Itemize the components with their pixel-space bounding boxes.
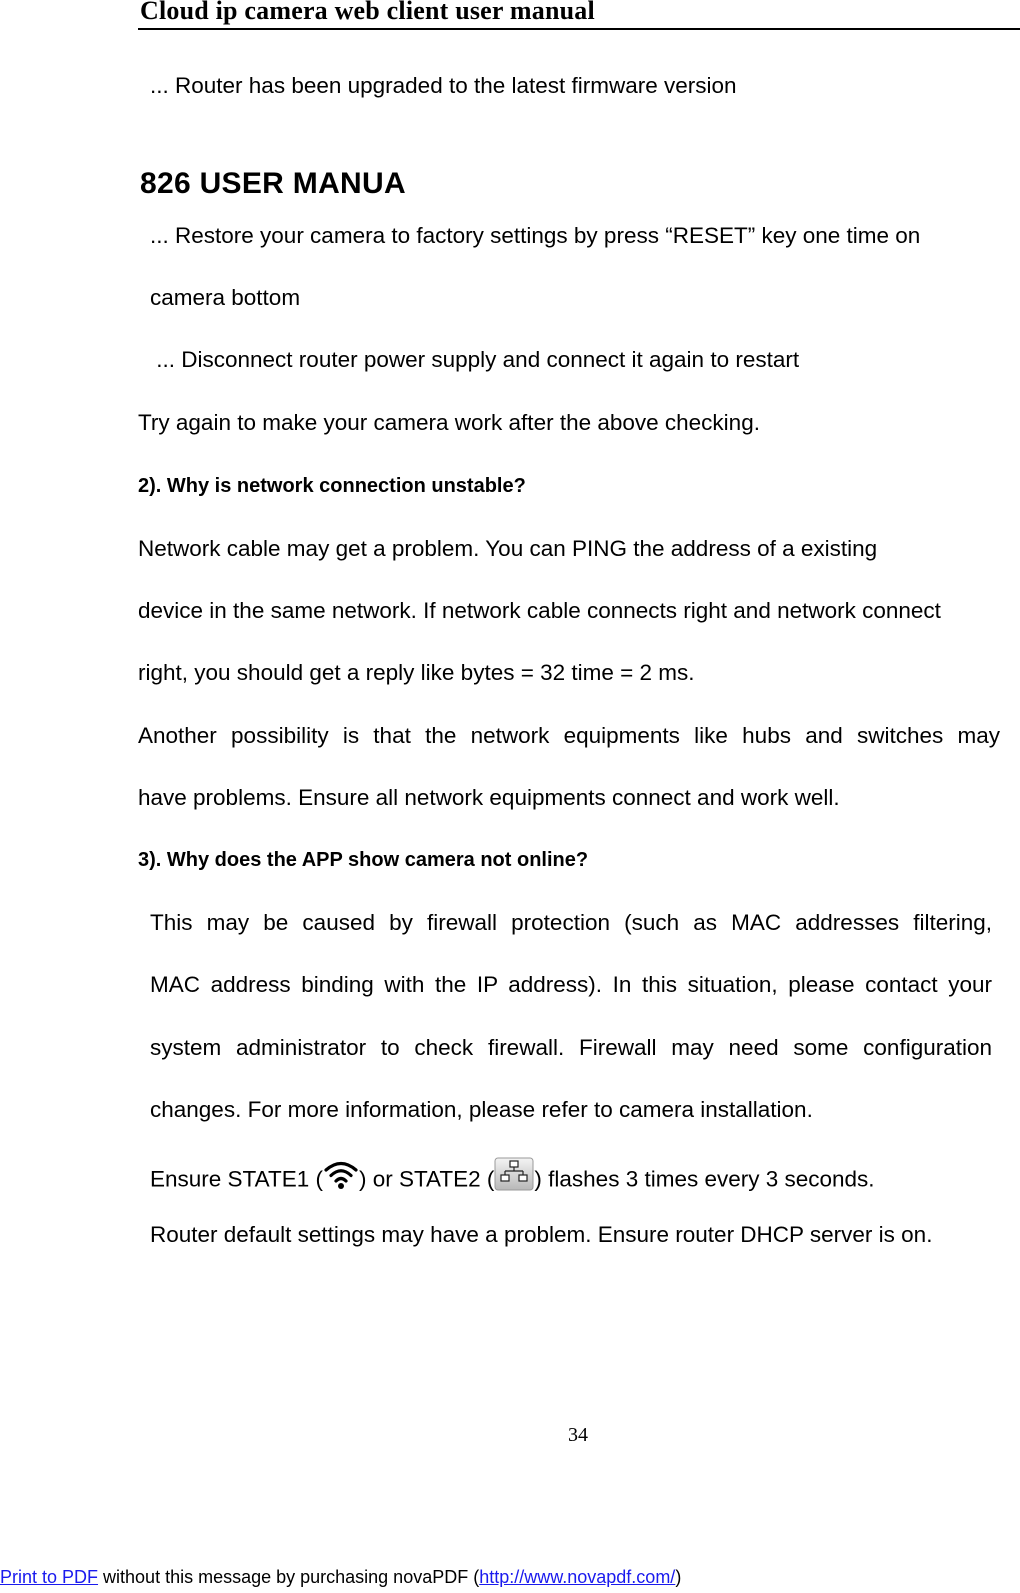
network-icon	[494, 1157, 534, 1204]
wifi-icon	[323, 1156, 359, 1205]
q3-paragraph-line: This may be caused by firewall protection (such as MAC addresses filtering,	[150, 910, 992, 935]
q3-paragraph-line: MAC address binding with the IP address). In this situation, please contact your	[150, 972, 992, 997]
q2-paragraph-line: device in the same network. If network cable connects right and network connect	[138, 598, 941, 623]
try-again-line: Try again to make your camera work after the above checking.	[138, 410, 760, 435]
restore-line-1: ... Restore your camera to factory settings by press “RESET” key one time on	[150, 223, 921, 248]
question-3-heading: 3). Why does the APP show camera not online?	[138, 849, 589, 871]
question-2-heading: 2). Why is network connection unstable?	[138, 475, 526, 497]
ensure-text: Ensure STATE1 (	[150, 1166, 323, 1192]
q2-paragraph-line: Network cable may get a problem. You can PING the address of a existing	[138, 536, 878, 561]
ensure-text: ) or STATE2 (	[358, 1166, 495, 1192]
q3-paragraph-line: system administrator to check firewall. Firewall may need some configuration	[150, 1035, 992, 1060]
router-line: Router default settings may have a problem. Ensure router DHCP server is on.	[150, 1222, 933, 1247]
restore-line-2: camera bottom	[150, 285, 301, 310]
ensure-state-line	[150, 1156, 875, 1196]
section-heading: 826 USER MANUA	[140, 167, 406, 200]
q2-paragraph-line: right, you should get a reply like bytes = 32 time = 2 ms.	[138, 660, 695, 685]
page-number: 34	[568, 1424, 588, 1446]
footer-close: )	[675, 1567, 682, 1587]
firmware-note: ... Router has been upgraded to the latest firmware version	[150, 73, 737, 98]
header-rule	[138, 28, 1020, 30]
novapdf-link[interactable]: http://www.novapdf.com/	[479, 1567, 676, 1587]
footer-bar	[0, 1567, 681, 1588]
q2-paragraph-line: Another possibility is that the network equipments like hubs and switches may	[138, 723, 1000, 748]
q2-paragraph-line: have problems. Ensure all network equipments connect and work well.	[138, 785, 840, 810]
footer-text: without this message by purchasing novaPDF (	[98, 1567, 480, 1587]
disconnect-line: ... Disconnect router power supply and connect it again to restart	[150, 347, 800, 372]
print-to-pdf-link[interactable]: Print to PDF	[0, 1567, 99, 1587]
q3-paragraph-line: changes. For more information, please refer to camera installation.	[150, 1097, 813, 1122]
ensure-text: ) flashes 3 times every 3 seconds.	[534, 1166, 875, 1192]
running-header: Cloud ip camera web client user manual	[140, 0, 595, 25]
